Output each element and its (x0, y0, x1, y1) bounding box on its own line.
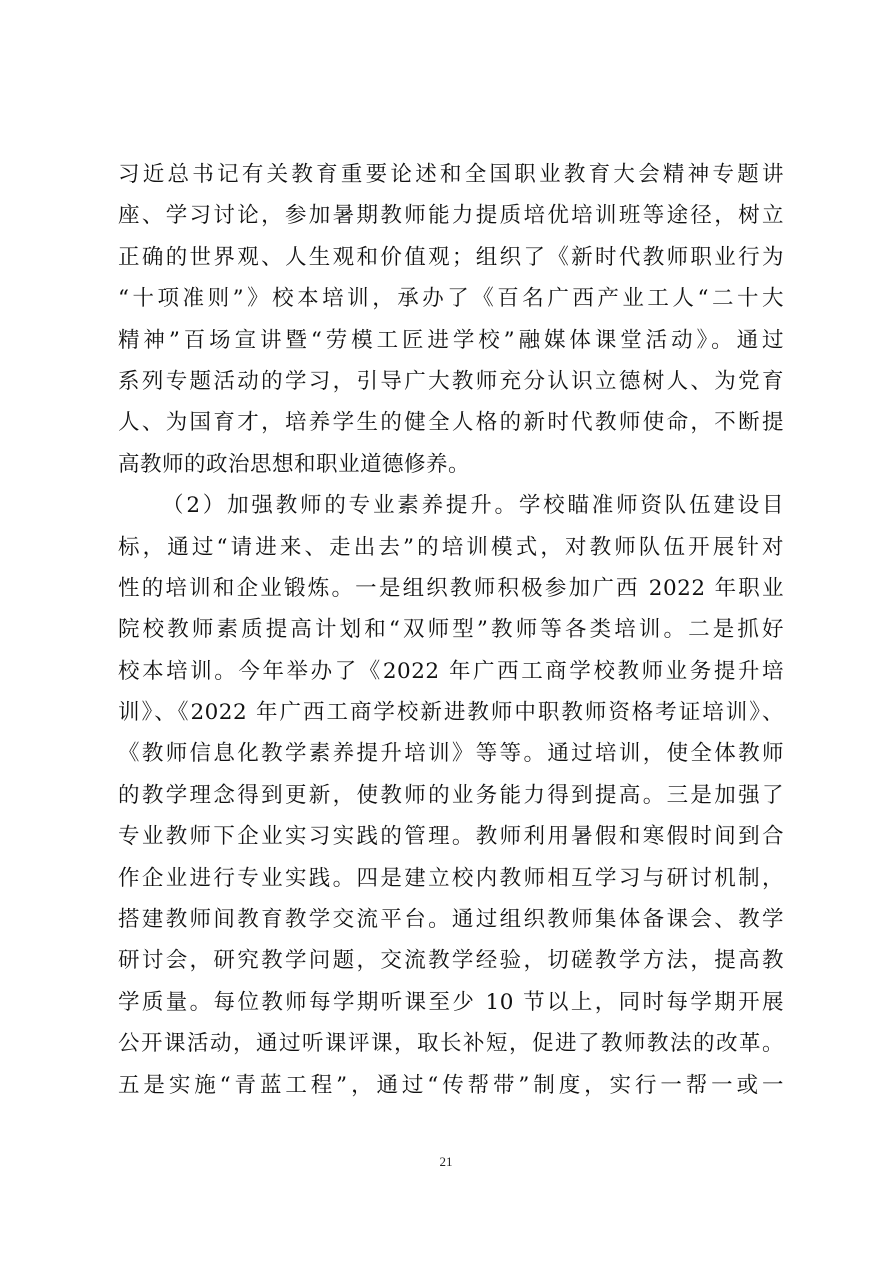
body-text (118, 154, 784, 1106)
text-line: 专业教师下企业实习实践的管理。教师利用暑假和寒假时间到合 (118, 824, 784, 850)
text-line: 座、学习讨论，参加暑期教师能力提质培优培训班等途径，树立 (118, 203, 784, 229)
paragraph-2 (118, 485, 784, 1106)
text-line: 系列专题活动的学习，引导广大教师充分认识立德树人、为党育 (118, 368, 784, 394)
page-number: 21 (439, 1154, 453, 1169)
text-line: 训》、《2022 年广西工商学校新进教师中职教师资格考证培训》、 (118, 700, 784, 726)
text-line: 正确的世界观、人生观和价值观；组织了《新时代教师职业行为 (118, 244, 784, 270)
text-line: 的教学理念得到更新，使教师的业务能力得到提高。三是加强了 (118, 782, 784, 808)
text-line: 高教师的政治思想和职业道德修养。 (118, 451, 471, 477)
text-line: 人、为国育才，培养学生的健全人格的新时代教师使命，不断提 (118, 410, 784, 436)
text-line: 搭建教师间教育教学交流平台。通过组织教师集体备课会、教学 (118, 907, 784, 933)
text-line: （2）加强教师的专业素养提升。学校瞄准师资队伍建设目 (162, 493, 784, 519)
text-line: 《教师信息化教学素养提升培训》等等。通过培训，使全体教师 (118, 741, 784, 767)
text-line: 公开课活动，通过听课评课，取长补短，促进了教师教法的改革。 (118, 1031, 784, 1057)
text-line: 作企业进行专业实践。四是建立校内教师相互学习与研讨机制， (118, 865, 784, 891)
text-line: 精神”百场宣讲暨“劳模工匠进学校”融媒体课堂活动》。通过 (118, 327, 784, 353)
paragraph-1 (118, 154, 784, 485)
text-line: 习近总书记有关教育重要论述和全国职业教育大会精神专题讲 (118, 162, 784, 187)
text-line: 性的培训和企业锻炼。一是组织教师积极参加广西 2022 年职业 (118, 575, 784, 601)
text-line: 五是实施“青蓝工程”，通过“传帮带”制度，实行一帮一或一 (118, 1072, 784, 1098)
text-line: 标，通过“请进来、走出去”的培训模式，对教师队伍开展针对 (118, 534, 784, 560)
text-line: 学质量。每位教师每学期听课至少 10 节以上，同时每学期开展 (118, 989, 784, 1015)
text-line: 研讨会，研究教学问题，交流教学经验，切磋教学方法，提高教 (118, 948, 784, 974)
text-line: “十项准则”》校本培训，承办了《百名广西产业工人“二十大 (118, 286, 784, 312)
text-line: 校本培训。今年举办了《2022 年广西工商学校教师业务提升培 (118, 658, 784, 684)
text-line: 院校教师素质提高计划和“双师型”教师等各类培训。二是抓好 (118, 617, 784, 643)
